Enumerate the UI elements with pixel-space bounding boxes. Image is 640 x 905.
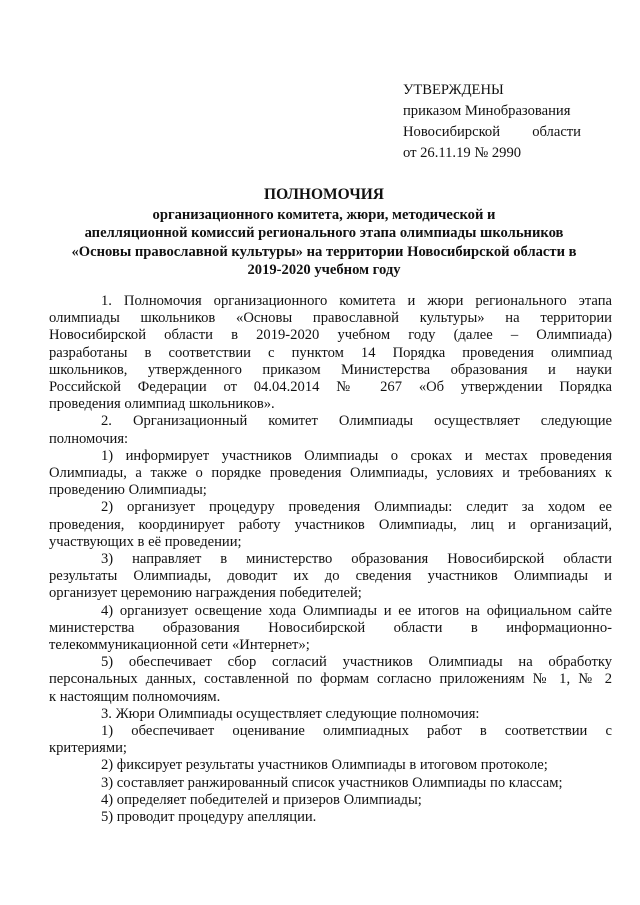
- paragraph-line: проведению Олимпиады;: [49, 482, 207, 499]
- paragraph: [49, 792, 612, 809]
- paragraph: [49, 603, 612, 655]
- paragraph-line: полномочия:: [49, 430, 129, 447]
- paragraph-line: проведения, координирует работу участников Олимпиады, лиц и организаций,: [49, 516, 612, 533]
- paragraph-line: Новосибирской области в 2019-2020 учебном году (далее – Олимпиада): [49, 327, 612, 344]
- paragraph-line: 5) проводит процедуру апелляции.: [101, 809, 317, 826]
- paragraph-line: 2) фиксирует результаты участников Олимпиады в итоговом протоколе;: [101, 757, 548, 774]
- title-line-3: «Основы православной культуры» на территории Новосибирской области в: [71, 243, 577, 260]
- paragraph-line: 3) направляет в министерство образования Новосибирской области: [101, 551, 612, 568]
- paragraph: [49, 413, 612, 447]
- paragraph-line: 3) составляет ранжированный список участников Олимпиады по классам;: [101, 774, 563, 791]
- paragraph-line: 1) информирует участников Олимпиады о сроках и местах проведения: [101, 447, 612, 464]
- paragraph-line: проведения олимпиад школьников».: [49, 396, 275, 413]
- paragraph-line: 3. Жюри Олимпиады осуществляет следующие полномочия:: [101, 705, 480, 722]
- paragraph-line: организует церемонию награждения победителей;: [49, 585, 362, 602]
- approval-heading: УТВЕРЖДЕНЫ: [403, 82, 504, 98]
- approval-region-line: [403, 122, 581, 143]
- paragraph-line: Олимпиады, а также о порядке проведения Олимпиады, условиях и требованиях к: [49, 465, 612, 482]
- paragraph: [49, 654, 612, 706]
- paragraph-line: 4) организует освещение хода Олимпиады и ее итогов на официальном сайте: [101, 602, 612, 619]
- paragraph-line: 5) обеспечивает сбор согласий участников Олимпиады на обработку: [101, 654, 612, 671]
- paragraph-line: результаты Олимпиады, доводит их до сведения участников Олимпиады и: [49, 568, 612, 585]
- paragraph-line: школьников, утвержденного приказом Министерства образования и науки: [49, 361, 612, 378]
- paragraph-line: 2. Организационный комитет Олимпиады осуществляет следующие: [101, 413, 612, 430]
- title-line-1: организационного комитета, жюри, методической и: [152, 206, 496, 223]
- approval-region-word: Новосибирской: [403, 124, 501, 140]
- paragraph-line: олимпиады школьников «Основы православной культуры» на территории: [49, 310, 612, 327]
- document-body: [49, 293, 612, 826]
- paragraph: [49, 293, 612, 413]
- approval-stamp: [403, 80, 581, 164]
- paragraph-line: 4) определяет победителей и призеров Олимпиады;: [101, 791, 422, 808]
- paragraph-line: персональных данных, составленной по формам согласно приложениям № 1, № 2: [49, 671, 612, 688]
- paragraph: [49, 706, 612, 723]
- paragraph: [49, 775, 612, 792]
- paragraph-line: телекоммуникационной сети «Интернет»;: [49, 637, 310, 654]
- paragraph-line: разработаны в соответствии с пунктом 14 Порядка проведения олимпиад: [49, 344, 612, 361]
- paragraph-line: Российской Федерации от 04.04.2014 № 267 «Об утверждении Порядка: [49, 379, 612, 396]
- document-title: [60, 186, 588, 280]
- paragraph-line: 1. Полномочия организационного комитета и жюри регионального этапа: [101, 293, 612, 309]
- paragraph-line: 1) обеспечивает оценивание олимпиадных работ в соответствии с: [101, 723, 612, 740]
- paragraph-line: критериями;: [49, 740, 127, 757]
- paragraph-line: участвующих в её проведении;: [49, 533, 242, 550]
- paragraph: [49, 757, 612, 774]
- paragraph-line: 2) организует процедуру проведения Олимпиады: следит за ходом ее: [101, 499, 612, 516]
- paragraph: [49, 723, 612, 757]
- title-main: ПОЛНОМОЧИЯ: [264, 186, 384, 203]
- approval-order-line: приказом Минобразования: [403, 103, 571, 119]
- paragraph-line: министерства образования Новосибирской области в информационно-: [49, 619, 612, 636]
- paragraph: [49, 448, 612, 500]
- approval-date-number: от 26.11.19 № 2990: [403, 145, 522, 161]
- paragraph: [49, 551, 612, 603]
- title-line-4: 2019-2020 учебном году: [247, 262, 401, 278]
- title-line-2: апелляционной комиссий регионального этапа олимпиады школьников: [84, 225, 564, 241]
- paragraph: [49, 499, 612, 551]
- approval-region-word-2: области: [532, 124, 581, 140]
- paragraph: [49, 809, 612, 826]
- paragraph-line: к настоящим полномочиям.: [49, 688, 221, 705]
